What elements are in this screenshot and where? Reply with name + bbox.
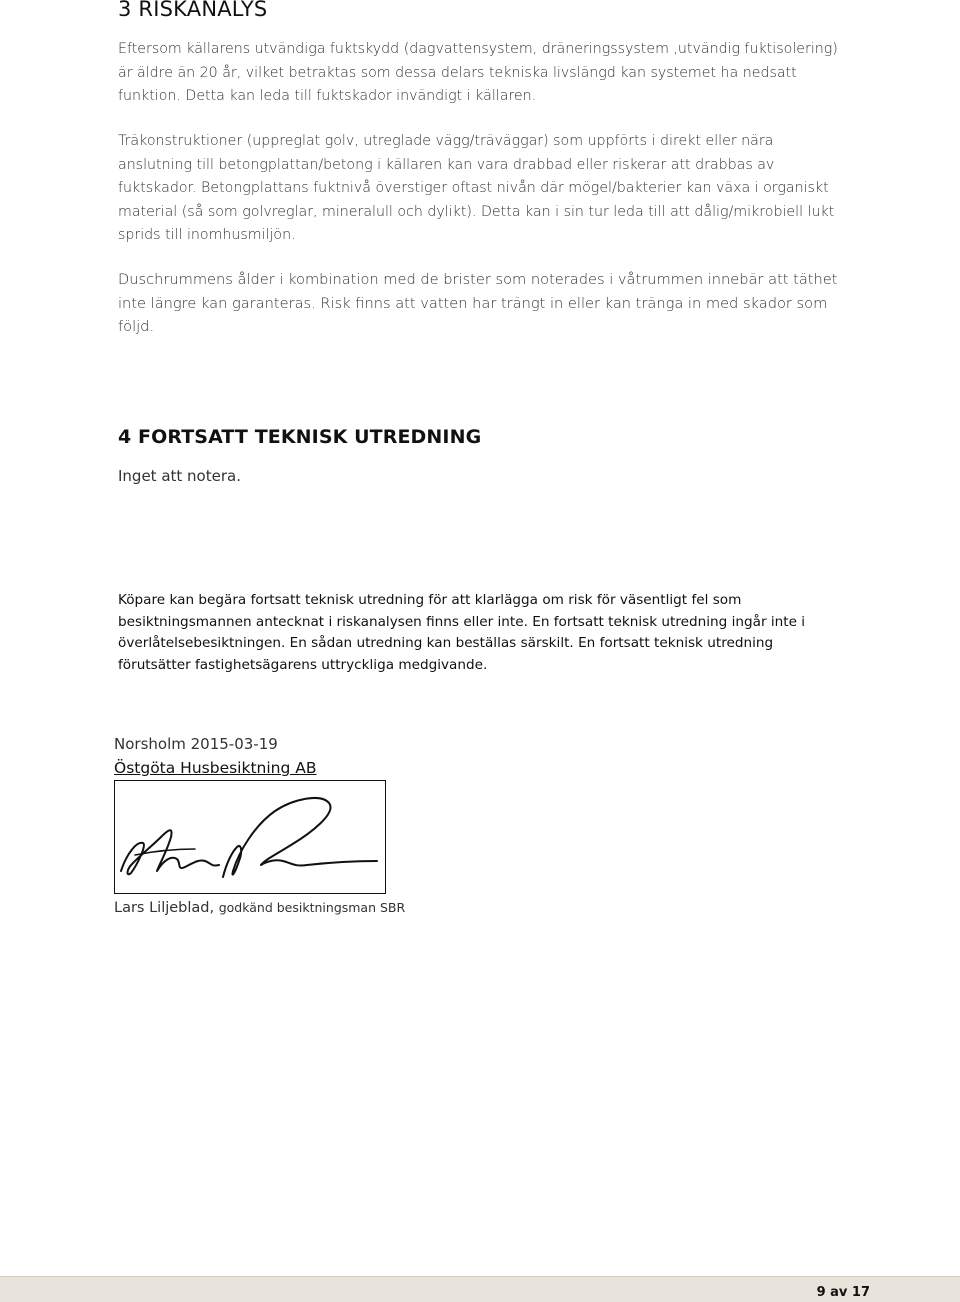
signature-box <box>114 780 386 894</box>
further-investigation-notice: Köpare kan begära fortsatt teknisk utredning för att klarlägga om risk för väsentligt fel som besiktningsmannen antecknat i riskanalysen finns eller inte. En fortsatt teknisk utredning ingår inte i överlåtelsebesiktningen. En sådan utredning kan beställas särskilt. En fortsatt teknisk utredning förutsätter fastighetsägarens uttryckliga medgivande. <box>118 592 806 673</box>
signer-name: Lars Liljeblad, <box>114 900 215 916</box>
risk-paragraph-2: Träkonstruktioner (uppreglat golv, utreglade vägg/träväggar) som uppförts i direkt eller nära anslutning till betongplattan/betong i källaren kan vara drabbad eller riskerar att drabbas av fuktskador. Betongplattans fuktnivå överstiger oftast nivån där mögel/bakterier kan växa i organiskt material (så som golvreglar, mineralull och dylikt). Detta kan i sin tur leda till att dålig/mikrobiell lukt sprids till inomhusmiljön. <box>118 133 835 243</box>
signer-role: godkänd besiktningsman SBR <box>218 900 406 915</box>
risk-paragraph-1: Eftersom källarens utvändiga fuktskydd (dagvattensystem, dräneringssystem ,utvändig fuktisolering) är äldre än 20 år, vilket betraktas som dessa delars tekniska livslängd kan systemet ha nedsatt funktion. Detta kan leda till fuktskador invändigt i källaren. <box>118 41 838 104</box>
section-4-body: Inget att notera. <box>118 467 241 485</box>
section-3-heading: 3 RISKANALYS <box>118 0 268 21</box>
risk-paragraph-3: Duschrummens ålder i kombination med de brister som noterades i våtrummen innebär att täthet inte längre kan garanteras. Risk finns att vatten har trängt in eller kan tränga in med skador som följd. <box>118 271 838 335</box>
handwritten-signature <box>115 781 387 895</box>
place-date: Norsholm 2015-03-19 <box>114 735 278 753</box>
company-name: Östgöta Husbesiktning AB <box>114 759 317 777</box>
signer-line <box>114 900 405 916</box>
section-4-heading: 4 FORTSATT TEKNISK UTREDNING <box>118 426 482 448</box>
page-number: 9 av 17 <box>816 1285 870 1300</box>
